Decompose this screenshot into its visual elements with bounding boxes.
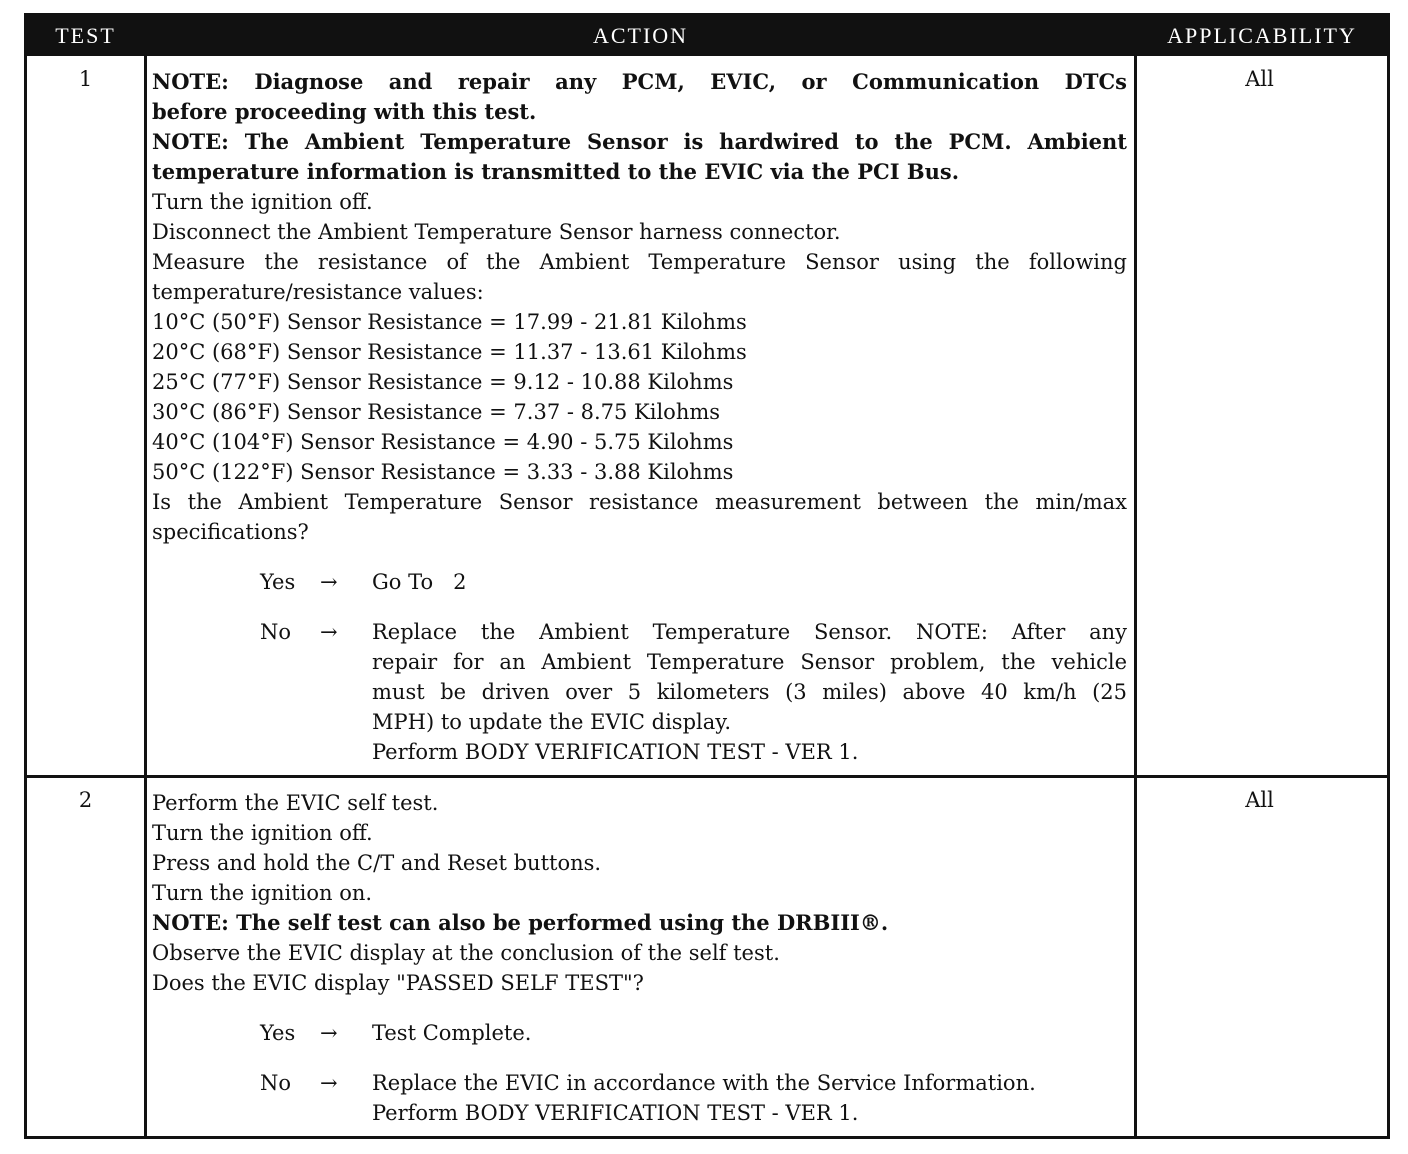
step-line: temperature/resistance values: <box>152 280 484 304</box>
column-divider <box>1134 56 1137 1136</box>
spec-line: 20°C (68°F) Sensor Resistance = 11.37 - 13.61 Kilohms <box>152 340 747 364</box>
spec-line: 40°C (104°F) Sensor Resistance = 4.90 - 5.75 Kilohms <box>152 430 734 454</box>
diagnostic-table <box>24 13 1390 1139</box>
arrow-right-icon: → <box>320 1021 338 1045</box>
spec-line: 50°C (122°F) Sensor Resistance = 3.33 - 3.88 Kilohms <box>152 460 734 484</box>
step-line: Perform the EVIC self test. <box>152 791 439 815</box>
no-result-line: Perform BODY VERIFICATION TEST - VER 1. <box>372 740 859 764</box>
applicability-2: All <box>1245 788 1274 812</box>
step-line: Turn the ignition off. <box>152 821 373 845</box>
step-line: Turn the ignition on. <box>152 881 373 905</box>
step-line: Turn the ignition off. <box>152 190 373 214</box>
note-line: NOTE: Diagnose and repair any PCM, EVIC, or Communication DTCs <box>152 69 1127 94</box>
column-divider <box>144 56 147 1136</box>
yes-result: Go To 2 <box>372 570 467 594</box>
yes-label: Yes <box>260 570 296 594</box>
yes-branch <box>260 1018 1127 1048</box>
note-line: before proceeding with this test. <box>152 99 537 124</box>
no-branch <box>260 1068 1127 1128</box>
spec-line: 25°C (77°F) Sensor Resistance = 9.12 - 10.88 Kilohms <box>152 370 734 394</box>
yes-label: Yes <box>260 1021 296 1045</box>
question-line: specifications? <box>152 520 309 544</box>
no-result-line: Perform BODY VERIFICATION TEST - VER 1. <box>372 1101 859 1125</box>
step-line: Press and hold the C/T and Reset buttons. <box>152 851 602 875</box>
yes-branch <box>260 567 1127 597</box>
test-number-1: 1 <box>78 67 93 91</box>
header-action: ACTION <box>592 23 689 48</box>
arrow-right-icon: → <box>320 1071 338 1095</box>
step-line: Disconnect the Ambient Temperature Sensor harness connector. <box>152 220 841 244</box>
no-result-line: repair for an Ambient Temperature Sensor problem, the vehicle <box>372 650 1127 674</box>
question-line: Does the EVIC display "PASSED SELF TEST"? <box>152 971 644 995</box>
spec-line: 30°C (86°F) Sensor Resistance = 7.37 - 8.75 Kilohms <box>152 400 721 424</box>
note-line: temperature information is transmitted to the EVIC via the PCI Bus. <box>152 159 960 184</box>
note-line: NOTE: The self test can also be performed using the DRBIII®. <box>152 910 889 935</box>
action-text-1 <box>152 67 1127 767</box>
arrow-right-icon: → <box>320 570 338 594</box>
no-result-line: must be driven over 5 kilometers (3 miles) above 40 km/h (25 <box>372 680 1127 704</box>
no-result-line: Replace the Ambient Temperature Sensor. NOTE: After any <box>372 620 1127 644</box>
yes-result: Test Complete. <box>372 1021 532 1045</box>
row-divider <box>27 775 1387 778</box>
no-result-line: MPH) to update the EVIC display. <box>372 710 732 734</box>
no-branch <box>260 617 1127 767</box>
no-label: No <box>260 620 292 644</box>
spec-line: 10°C (50°F) Sensor Resistance = 17.99 - 21.81 Kilohms <box>152 310 747 334</box>
applicability-1: All <box>1245 67 1274 91</box>
table-header <box>27 16 1387 56</box>
note-line: NOTE: The Ambient Temperature Sensor is hardwired to the PCM. Ambient <box>152 129 1127 154</box>
step-line: Measure the resistance of the Ambient Temperature Sensor using the following <box>152 250 1127 274</box>
arrow-right-icon: → <box>320 620 338 644</box>
step-line: Observe the EVIC display at the conclusion of the self test. <box>152 941 780 965</box>
test-number-2: 2 <box>78 788 93 812</box>
no-result-line: Replace the EVIC in accordance with the Service Information. <box>372 1071 1036 1095</box>
no-label: No <box>260 1071 292 1095</box>
header-test: TEST <box>55 23 116 48</box>
header-applicability: APPLICABILITY <box>1167 23 1357 48</box>
question-line: Is the Ambient Temperature Sensor resistance measurement between the min/max <box>152 490 1127 514</box>
action-text-2 <box>152 788 1127 1128</box>
